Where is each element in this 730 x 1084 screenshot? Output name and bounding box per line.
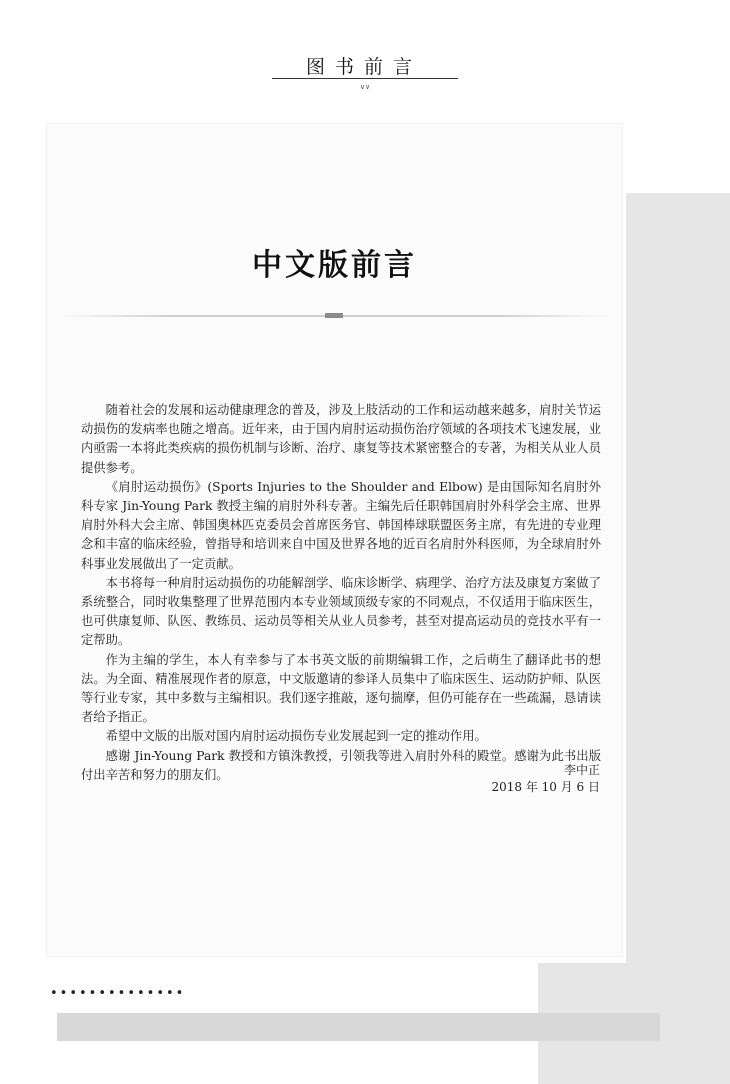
chevron-down-icon: ∨∨ (359, 83, 371, 91)
signature-date: 2018 年 10 月 6 日 (491, 780, 600, 794)
signature-block (440, 762, 600, 796)
bottom-gray-bar (57, 1013, 660, 1041)
paragraph: 本书将每一种肩肘运动损伤的功能解剖学、临床诊断学、病理学、治疗方法及康复方案做了系统整合，同时收集整理了世界范围内本专业领域顶级专家的不同观点，不仅适用于临床医生，也可供康复师、队医、教练员、运动员等相关从业人员参考，甚至对提高运动员的竞技水平有一定帮助。 (81, 575, 601, 648)
header-underline (272, 78, 458, 79)
paragraph: 感谢 Jin-Young Park 教授和方镇洙教授，引领我等进入肩肘外科的殿堂。感谢为此书出版付出辛苦和努力的朋友们。 (81, 748, 601, 782)
title-divider-mark (325, 313, 343, 318)
paragraph: 希望中文版的出版对国内肩肘运动损伤专业发展起到一定的推动作用。 (105, 729, 487, 744)
decorative-dots: •••••••••••••• (50, 986, 186, 1001)
paragraph: 随着社会的发展和运动健康理念的普及，涉及上肢活动的工作和运动越来越多，肩肘关节运动损伤的发病率也随之增高。近年来，由于国内肩肘运动损伤治疗领域的各项技术飞速发展，业内亟需一本将此类疾病的损伤机制与诊断、治疗、康复等技术紧密整合的专著，为相关从业人员提供参考。 (81, 403, 601, 475)
page-title: 中文版前言 (252, 248, 417, 283)
section-header-title: 图书前言 (305, 56, 422, 78)
preface-body (81, 401, 601, 785)
paragraph: 《肩肘运动损伤》(Sports Injuries to the Shoulder and Elbow) 是由国际知名肩肘外科专家 Jin-Young Park 教授主编的肩肘外科专著。主编先后任职韩国肩肘外科学会主席、世界肩肘外科大会主席、韩国奥林匹克委员会首席医务官、韩国棒球联盟医务主席，有先进的专业理念和丰富的临床经验，曾指导和培训来自中国及世界各地的近百名肩肘外科医师，为全球肩肘外科事业发展做出了一定贡献。 (81, 479, 601, 571)
paragraph: 作为主编的学生，本人有幸参与了本书英文版的前期编辑工作，之后萌生了翻译此书的想法。为全面、精准展现作者的原意，中文版邀请的参译人员集中了临床医生、运动防护师、队医等行业专家，其中多数与主编相识。我们逐字推敲，逐句揣摩，但仍可能存在一些疏漏，恳请读者给予指正。 (81, 652, 601, 725)
side-gray-panel (626, 193, 730, 1084)
author-name: 李中正 (563, 763, 600, 777)
